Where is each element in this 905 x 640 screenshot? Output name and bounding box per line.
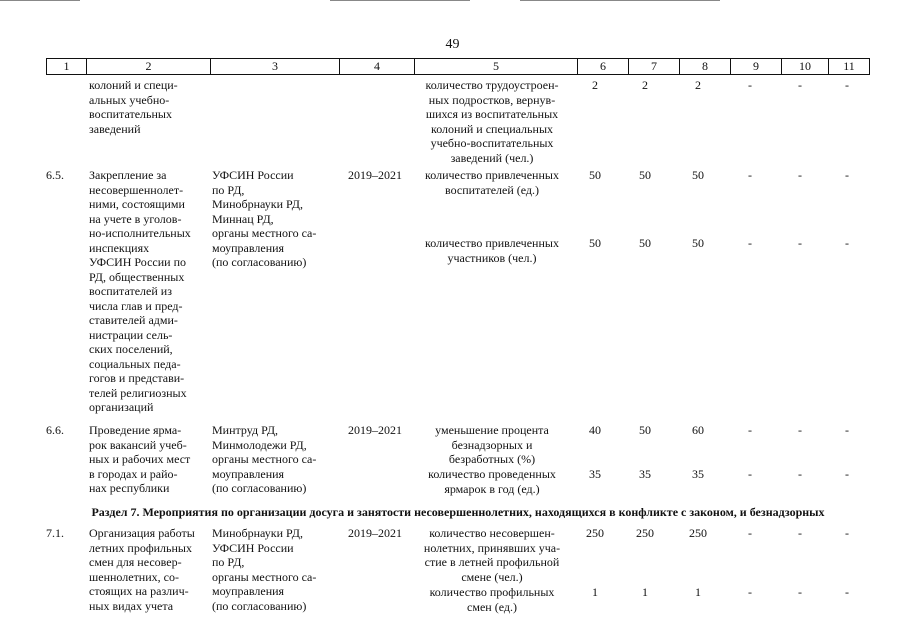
value-2019: 1 bbox=[592, 585, 598, 599]
event-text: Проведение ярма- рок вакансий учеб- ных и рабочих мест в городах и райо- нах республики bbox=[89, 423, 191, 495]
value-col11: - bbox=[845, 526, 849, 540]
value-2020: 35 bbox=[639, 467, 651, 481]
value-2021: 250 bbox=[689, 526, 707, 540]
period-text: 2019–2021 bbox=[348, 526, 402, 540]
value-col10: - bbox=[798, 585, 802, 599]
value-2019: 35 bbox=[589, 467, 601, 481]
value-col10: - bbox=[798, 526, 802, 540]
value-2020: 50 bbox=[639, 423, 651, 437]
indicator-name: количество несовершен- нолетних, принявших уча- стие в летней профильной смене (чел.) bbox=[423, 526, 561, 584]
value-2021: 1 bbox=[695, 585, 701, 599]
period-text: 2019–2021 bbox=[348, 423, 402, 437]
value-col10: - bbox=[798, 168, 802, 182]
row-number: 6.5. bbox=[46, 168, 64, 182]
value-2021: 35 bbox=[692, 467, 704, 481]
header-cell: 9 bbox=[731, 59, 782, 74]
value-2019: 250 bbox=[586, 526, 604, 540]
value-2019: 50 bbox=[589, 168, 601, 182]
indicator-name: количество проведенных ярмарок в год (ед.) bbox=[428, 467, 556, 496]
header-cell: 6 bbox=[578, 59, 629, 74]
value-2021: 50 bbox=[692, 236, 704, 250]
header-cell: 10 bbox=[782, 59, 829, 74]
value-col9: - bbox=[748, 526, 752, 540]
header-cell: 4 bbox=[340, 59, 415, 74]
row-number: 6.6. bbox=[46, 423, 64, 437]
row-number: 7.1. bbox=[46, 526, 64, 540]
value-2021: 60 bbox=[692, 423, 704, 437]
header-cell: 3 bbox=[211, 59, 340, 74]
value-col9: - bbox=[748, 467, 752, 481]
header-cell: 1 bbox=[47, 59, 87, 74]
header-cell: 7 bbox=[629, 59, 680, 74]
value-2019: 40 bbox=[589, 423, 601, 437]
value-col11: - bbox=[845, 467, 849, 481]
top-edge-line bbox=[330, 0, 470, 1]
section-heading: Раздел 7. Мероприятия по организации досуга и занятости несовершеннолетних, находящихся в конфликте с законом, и безнадзорных bbox=[91, 505, 825, 519]
header-cell: 8 bbox=[680, 59, 731, 74]
executors-text: Минобрнауки РД, УФСИН России по РД, органы местного са- моуправления (по согласованию) bbox=[212, 526, 317, 613]
value-col11: - bbox=[845, 78, 849, 92]
value-2019: 2 bbox=[592, 78, 598, 92]
value-col11: - bbox=[845, 423, 849, 437]
value-2020: 250 bbox=[636, 526, 654, 540]
header-cell: 11 bbox=[843, 59, 855, 73]
value-col9: - bbox=[748, 236, 752, 250]
value-col11: - bbox=[845, 168, 849, 182]
event-text: колоний и специ- альных учебно- воспитательных заведений bbox=[89, 78, 178, 136]
value-col10: - bbox=[798, 423, 802, 437]
executors-text: УФСИН России по РД, Минобрнауки РД, Миннац РД, органы местного са- моуправления (по согласованию) bbox=[212, 168, 317, 269]
value-2019: 50 bbox=[589, 236, 601, 250]
indicator-name: количество привлеченных участников (чел.) bbox=[425, 236, 559, 265]
value-col11: - bbox=[845, 585, 849, 599]
value-2020: 50 bbox=[639, 236, 651, 250]
indicator-name: количество трудоустроен- ных подростков, вернув- шихся из воспитательных колоний и специальных учебно-воспитательных заведений (чел.) bbox=[425, 78, 559, 165]
value-col9: - bbox=[748, 78, 752, 92]
value-col11: - bbox=[845, 236, 849, 250]
value-2021: 50 bbox=[692, 168, 704, 182]
value-col10: - bbox=[798, 78, 802, 92]
top-edge-line bbox=[520, 0, 720, 1]
value-2020: 50 bbox=[639, 168, 651, 182]
page-number: 49 bbox=[445, 37, 460, 52]
executors-text: Минтруд РД, Минмолодежи РД, органы местного са- моуправления (по согласованию) bbox=[212, 423, 317, 495]
indicator-name: уменьшение процента безнадзорных и безработных (%) bbox=[435, 423, 549, 466]
indicator-name: количество профильных смен (ед.) bbox=[429, 585, 555, 614]
event-text: Закрепление за несовершеннолет- ними, состоящими на учете в уголов- но-исполнительных инспекциях УФСИН России по РД, общественных воспитателей из числа глав и пред- ставителей адми- нистрации сель- ских поселений, социальных педа- гогов и представи- телей религиозных организаций bbox=[89, 168, 191, 414]
header-cell: 2 bbox=[87, 59, 211, 74]
value-col9: - bbox=[748, 168, 752, 182]
value-col10: - bbox=[798, 236, 802, 250]
top-edge-line bbox=[0, 0, 80, 1]
value-col9: - bbox=[748, 585, 752, 599]
indicator-name: количество привлеченных воспитателей (ед.) bbox=[425, 168, 559, 197]
value-2020: 1 bbox=[642, 585, 648, 599]
event-text: Организация работы летних профильных смен для несовер- шеннолетних, со- стоящих на различ- ных видах учета bbox=[89, 526, 195, 613]
value-col10: - bbox=[798, 467, 802, 481]
value-2020: 2 bbox=[642, 78, 648, 92]
value-2021: 2 bbox=[695, 78, 701, 92]
header-cell: 5 bbox=[415, 59, 578, 74]
value-col9: - bbox=[748, 423, 752, 437]
period-text: 2019–2021 bbox=[348, 168, 402, 182]
column-number-header bbox=[46, 58, 870, 75]
